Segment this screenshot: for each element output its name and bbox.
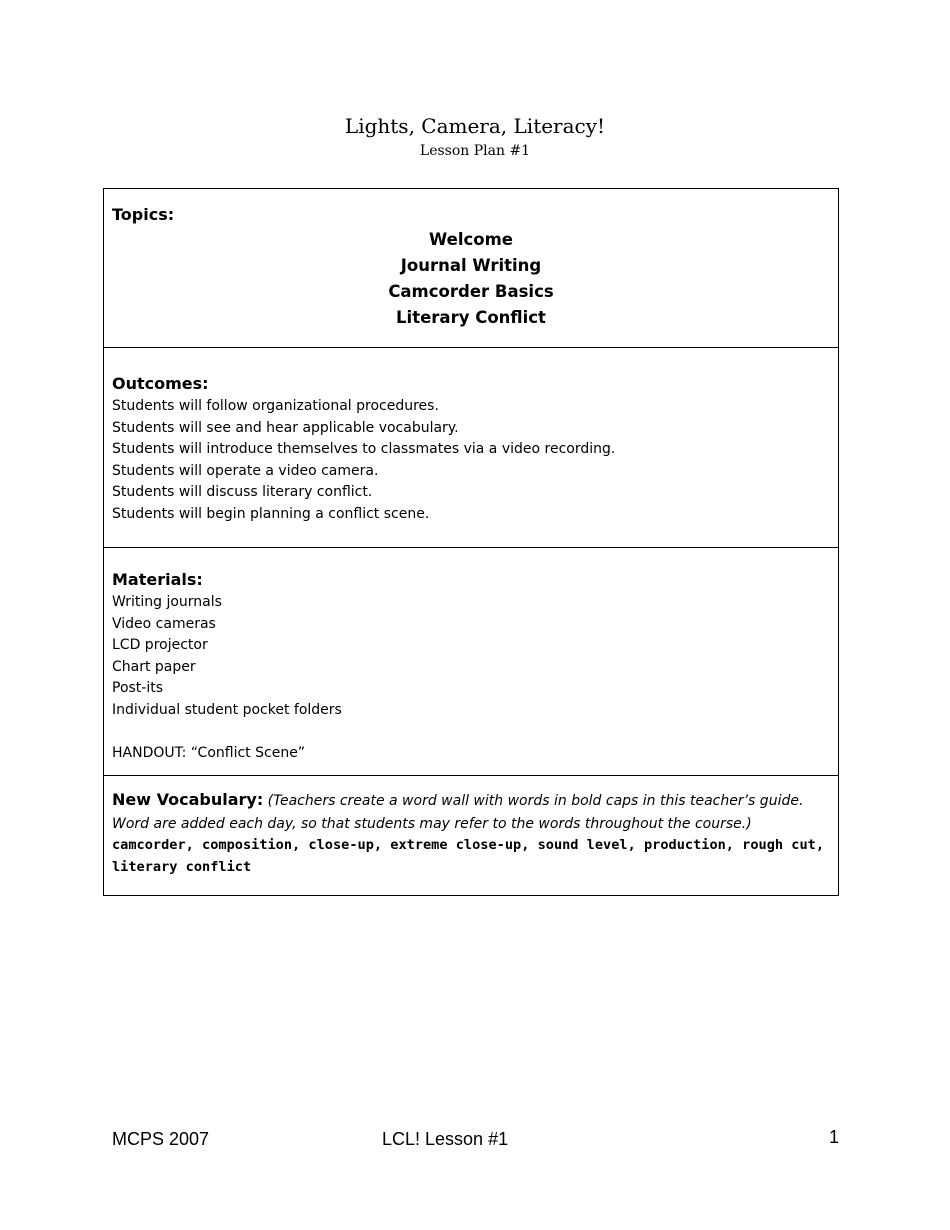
materials-heading: Materials:	[112, 570, 203, 589]
page-number: 1	[829, 1127, 840, 1147]
document-title: Lights, Camera, Literacy!	[344, 114, 606, 138]
topic-item: Welcome	[429, 230, 513, 249]
document-subtitle: Lesson Plan #1	[419, 143, 531, 159]
vocabulary-heading: New Vocabulary:	[112, 790, 264, 809]
material-item: Post-its	[112, 680, 164, 697]
vocabulary-note: (Teachers create a word wall with words in bold caps in this teacher’s guide. Word are added each day, so that students may refer to the words throughout the course.)	[112, 793, 804, 832]
lesson-plan-table	[103, 188, 839, 896]
topic-item: Camcorder Basics	[388, 282, 554, 301]
material-item: Video cameras	[112, 615, 216, 632]
outcome-item: Students will see and hear applicable vocabulary.	[112, 419, 459, 436]
topics-section	[104, 189, 838, 348]
outcomes-list	[112, 396, 830, 526]
handout-line: HANDOUT: “Conflict Scene”	[112, 744, 306, 761]
material-item: Chart paper	[112, 658, 196, 675]
vocabulary-intro	[112, 789, 830, 835]
topic-item: Journal Writing	[400, 256, 542, 275]
material-item: Writing journals	[112, 594, 222, 610]
outcomes-heading: Outcomes:	[112, 374, 209, 393]
material-item: Individual student pocket folders	[112, 701, 342, 718]
materials-list	[112, 592, 830, 722]
footer-lesson-label: LCL! Lesson #1	[382, 1129, 509, 1149]
vocabulary-words: camcorder, composition, close-up, extreme close-up, sound level, production, rough cut, literary conflict	[112, 837, 825, 875]
outcome-item: Students will discuss literary conflict.	[112, 484, 373, 501]
vocabulary-section	[104, 776, 838, 895]
topics-list	[112, 227, 830, 331]
topics-heading: Topics:	[112, 205, 175, 224]
footer-organization: MCPS 2007	[112, 1129, 210, 1149]
outcome-item: Students will follow organizational procedures.	[112, 398, 439, 414]
materials-section	[104, 548, 838, 776]
outcomes-section	[104, 348, 838, 548]
topic-item: Literary Conflict	[396, 308, 546, 327]
outcome-item: Students will introduce themselves to classmates via a video recording.	[112, 441, 616, 458]
material-item: LCD projector	[112, 637, 208, 654]
outcome-item: Students will operate a video camera.	[112, 462, 379, 479]
outcome-item: Students will begin planning a conflict scene.	[112, 505, 430, 522]
